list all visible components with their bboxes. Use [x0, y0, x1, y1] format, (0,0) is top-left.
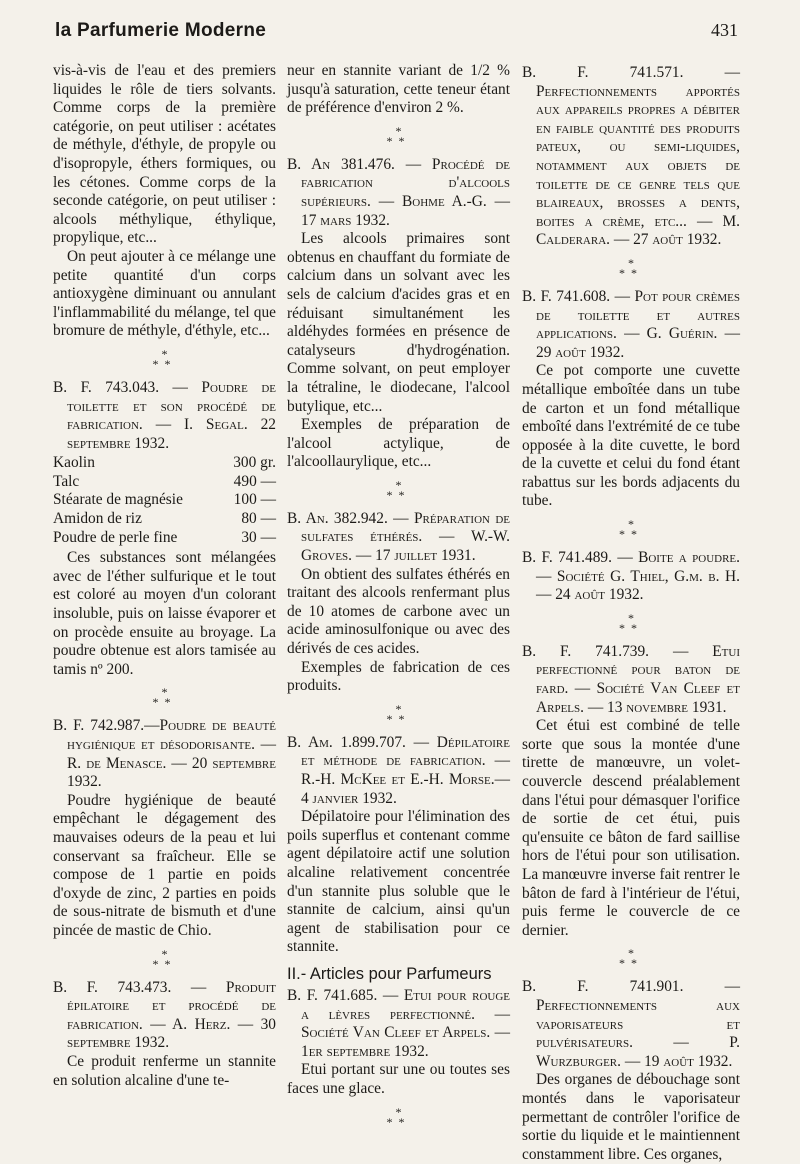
asterism-separator: * **	[619, 255, 643, 280]
table-row	[53, 529, 276, 548]
running-header	[55, 16, 738, 48]
patent-entry-heading: B. F. 742.987.—Poudre de beauté hygiénique et désodorisante. — R. de Menasce. — 20 septembre 1932.	[53, 717, 276, 791]
patent-entry-heading: B. F. 741.901. — Perfectionnements aux vaporisateurs et pulvérisateurs. — P. Wurzburger. — 19 août 1932.	[522, 978, 740, 1070]
ingredient-name: Amidon de riz	[53, 510, 142, 528]
patent-entry-heading: B. F. 741.608. — Pot pour crèmes de toilette et autres applications. — G. Guérin. — 29 août 1932.	[522, 287, 740, 361]
table-row	[53, 473, 276, 492]
patent-entry-heading: B. F. 741.685. — Etui pour rouge a lèvres perfectionné. — Société Van Cleef et Arpels. — 1er septembre 1932.	[287, 986, 510, 1060]
column-3	[522, 62, 740, 1164]
asterism-separator: * **	[619, 946, 643, 971]
page-number: 431	[711, 20, 738, 40]
table-row	[53, 491, 276, 510]
ingredient-name: Talc	[53, 472, 80, 490]
patent-entry-heading: B. An. 382.942. — Préparation de sulfates éthérés. — W.-W. Groves. — 17 juillet 1931.	[287, 509, 510, 565]
asterism-separator: * **	[152, 946, 177, 971]
column-2	[287, 62, 510, 1137]
patent-entry-heading: B. F. 743.043. — Poudre de toilette et son procédé de fabrication. — I. Segal. 22 septembre 1932.	[53, 378, 276, 452]
paragraph: On obtient des sulfates éthérés en traitant des alcools renfermant plus de 10 atomes de carbone avec un acide aminosulfonique ou avec des dérivés de ces acides.	[287, 565, 510, 658]
paragraph: Ces substances sont mélangées avec de l'éther sulfurique et le tout est coloré au moyen d'un colorant insoluble, puis on laisse évaporer et on procède ensuite au broyage. La poudre obtenue est alors tamisée au tamis nº 200.	[53, 549, 276, 678]
ingredient-name: Poudre de perle fine	[53, 528, 178, 546]
column-1	[53, 62, 276, 1090]
ingredient-quantity: 80 —	[241, 510, 276, 528]
asterism-separator: * **	[152, 685, 177, 710]
ingredient-quantity: 300 gr.	[233, 454, 276, 472]
patent-entry-heading: B. F. 741.739. — Etui perfectionné pour baton de fard. — Société Van Cleef et Arpels. — 13 novembre 1931.	[522, 642, 740, 716]
paragraph: Des organes de débouchage sont montés dans le vaporisateur permettant de contrôler l'orifice de sortie du liquide et le maintiennent constamment libre. Ces organes,	[522, 1071, 740, 1163]
paragraph: vis-à-vis de l'eau et des premiers liquides le rôle de tiers solvants. Comme corps de la première catégorie, on peut utiliser : acétates de méthyle, d'éthyle, de propyle ou d'isopropyle, éthers formiques, ou les cétones. Comme corps de la seconde catégorie, on peut utiliser : alcools méthylique, éthylique, propylique, etc...	[53, 62, 276, 247]
asterism-separator: * **	[386, 123, 411, 148]
table-row	[53, 454, 276, 473]
asterism-separator: * **	[386, 701, 411, 726]
paragraph: Cet étui est combiné de telle sorte que sous la montée d'une tirette de manœuvre, un volet-couvercle descend préalablement dans l'étui pour démasquer l'orifice de sortie de cet étui, puis qu'ensuite ce bâton de fard saillise hors de l'étui pour son utilisation. La manœuvre inverse fait rentrer le bâton de fard à l'intérieur de l'étui, puis ferme le couvercle de ce dernier.	[522, 717, 740, 939]
asterism-separator: * **	[386, 477, 411, 502]
paragraph: Exemples de fabrication de ces produits.	[287, 658, 510, 695]
asterism-separator: * **	[619, 610, 643, 635]
ingredient-quantity: 490 —	[233, 472, 276, 490]
paragraph: Ce pot comporte une cuvette métallique emboîtée dans un tube de carton et un fond métallique emboîté dans l'extrémité de ce tube opposée à la dite cuvette, le bord de la cuvette et celui du fond étant rabattus sur les bords adjacents du tube.	[522, 362, 740, 510]
asterism-separator: * **	[619, 517, 643, 542]
ingredient-name: Kaolin	[53, 454, 95, 472]
section-heading: II.- Articles pour Parfumeurs	[287, 964, 492, 983]
journal-title: la Parfumerie Moderne	[55, 20, 267, 41]
paragraph: On peut ajouter à ce mélange une petite quantité d'un corps antioxygène diminuant ou annulant l'inflammabilité du mélange, tel que bromure de méthyle, d'éthyle, etc...	[53, 247, 276, 340]
ingredient-quantity: 30 —	[241, 528, 276, 546]
paragraph: Dépilatoire pour l'élimination des poils superflus et contenant comme agent dépilatoire actif une solution alcaline relativement concentrée d'un stannite plus soluble que le stannite de calcium, ainsi qu'un agent de stabilisation pour ce stannite.	[287, 808, 510, 956]
table-row	[53, 510, 276, 529]
paragraph: Exemples de préparation de l'alcool actylique, de l'alcoollaurylique, etc...	[287, 416, 510, 471]
ingredient-quantity: 100 —	[233, 491, 276, 509]
asterism-separator: * **	[386, 1104, 411, 1129]
paragraph: Les alcools primaires sont obtenus en chauffant du formiate de calcium dans un solvant avec les sels de calcium d'acides gras et en réduisant simultanément les aldéhydes formées en présence de catalyseurs d'hydrogénation. Comme solvant, on peut employer la tétraline, le diodecane, l'alcool butylique, etc...	[287, 230, 510, 415]
patent-entry-heading: B. An 381.476. — Procédé de fabrication d'alcools supérieurs. — Bohme A.-G. — 17 mars 1932.	[287, 155, 510, 229]
patent-entry-heading: B. F. 741.571. — Perfectionnements apportés aux appareils propres a débiter en faible quantité des produits pateux, ou semi-liquides, notamment aux objets de toilette de ce genre tels que blaireaux, brosses a dents, boites a crème, etc... — M. Calderara. — 27 août 1932.	[522, 64, 740, 249]
asterism-separator: * **	[152, 346, 177, 371]
patent-entry-heading: B. F. 741.489. — Boite a poudre. — Société G. Thiel, G.m. b. H. — 24 août 1932.	[522, 549, 740, 604]
ingredient-table	[53, 454, 276, 547]
paragraph: Etui portant sur une ou toutes ses faces une glace.	[287, 1061, 510, 1097]
patent-entry-heading: B. F. 743.473. — Produit épilatoire et procédé de fabrication. — A. Herz. — 30 septembre 1932.	[53, 978, 276, 1052]
paragraph: Poudre hygiénique de beauté empêchant le dégagement des mauvaises odeurs de la peau et lui conservant sa fraîcheur. Elle se compose de 1 partie en poids d'oxyde de zinc, 2 parties en poids de sous-nitrate de bismuth et d'une pincée de mastic de Chio.	[53, 791, 276, 939]
paragraph: Ce produit renferme un stannite en solution alcaline d'une te-	[53, 1052, 276, 1089]
paragraph: neur en stannite variant de 1/2 % jusqu'à saturation, cette teneur étant de préférence d'environ 2 %.	[287, 62, 510, 117]
ingredient-name: Stéarate de magnésie	[53, 491, 183, 509]
patent-entry-heading: B. Am. 1.899.707. — Dépilatoire et méthode de fabrication. — R.-H. McKee et E.-H. Morse.— 4 janvier 1932.	[287, 733, 510, 807]
